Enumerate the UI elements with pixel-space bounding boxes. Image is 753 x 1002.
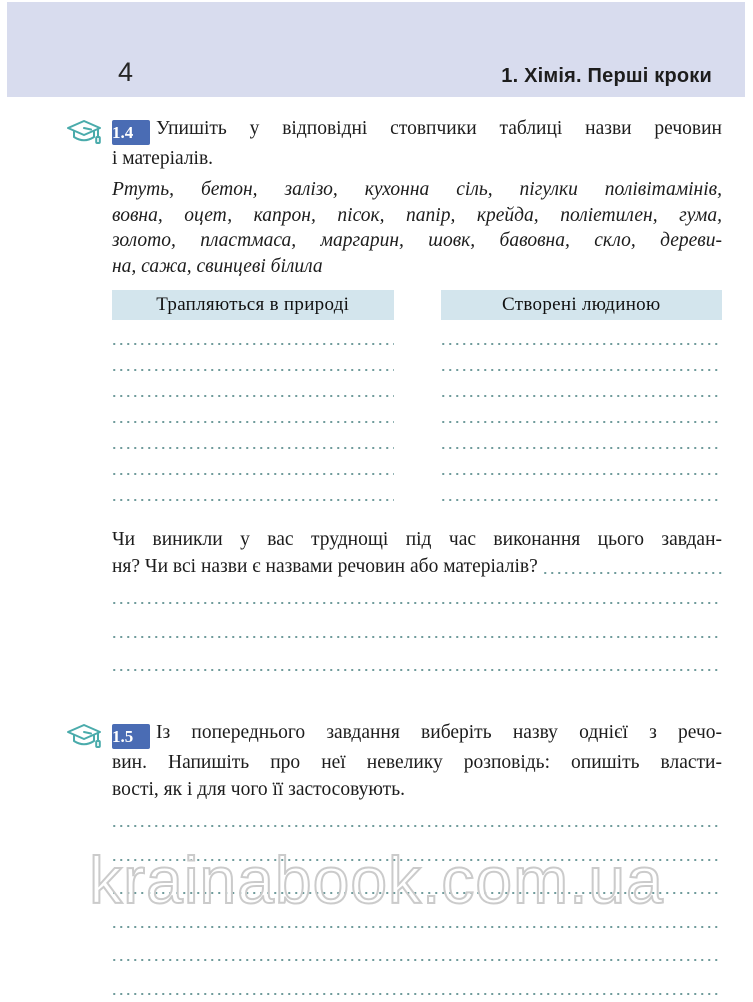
page-header-band <box>7 2 745 97</box>
prompt-text: Із попереднього завдання виберіть назву однієї з речо- <box>156 722 722 743</box>
dotted-answer-line <box>112 472 394 476</box>
dotted-answer-line <box>112 368 394 372</box>
dotted-answer-line <box>441 394 723 398</box>
page-content <box>0 115 753 996</box>
question-text: ня? Чи всі назви є назвами речовин або матеріалів? <box>112 556 538 577</box>
dotted-answer-line <box>112 601 722 605</box>
word-list <box>112 177 722 279</box>
table-blank-lines-manmade <box>441 342 723 502</box>
dotted-answer-line <box>112 342 394 346</box>
dotted-answer-line <box>112 925 722 929</box>
exercise-1-5-prompt-line-2: вин. Напишіть про неї невелику розповідь: опишіть власти- <box>112 752 722 773</box>
dotted-answer-line <box>112 958 722 962</box>
question-line-2 <box>112 553 722 580</box>
table-header-nature: Трапляються в природі <box>112 290 394 320</box>
dotted-answer-line <box>112 891 722 895</box>
watermark-text: krainabook.com.ua <box>89 843 664 917</box>
dotted-answer-line <box>112 992 722 996</box>
exercise-1-5-prompt-line-3: вості, як і для чого її застосовують. <box>112 779 405 800</box>
word-list-line: Ртуть, бетон, залізо, кухонна сіль, пігулки полівітамінів, <box>112 179 722 200</box>
dotted-answer-line <box>112 824 722 828</box>
word-list-line: вовна, оцет, капрон, пісок, папір, крейда, поліетилен, гума, <box>112 204 722 226</box>
graduation-cap-icon <box>64 116 104 154</box>
classification-table <box>112 290 722 502</box>
word-list-line: на, сажа, свинцеві білила <box>112 255 323 277</box>
dotted-answer-line <box>441 368 723 372</box>
table-blank-lines-nature <box>112 342 394 502</box>
table-header-manmade: Створені людиною <box>441 290 723 320</box>
dotted-answer-line <box>441 472 723 476</box>
table-column-manmade <box>441 290 723 502</box>
dotted-answer-line <box>441 342 723 346</box>
dotted-answer-line <box>112 446 394 450</box>
exercise-1-5-number-badge: 1.5 <box>112 724 150 749</box>
answer-lines-1-4 <box>112 601 722 672</box>
page-number: 4 <box>118 57 134 87</box>
dotted-answer-line <box>112 635 722 639</box>
table-column-nature <box>112 290 394 502</box>
dotted-answer-line <box>112 498 394 502</box>
dotted-leader <box>543 571 722 575</box>
dotted-answer-line <box>441 498 723 502</box>
dotted-answer-line <box>441 446 723 450</box>
exercise-1-4-prompt-line-1 <box>112 115 722 145</box>
question-line-1: Чи виникли у вас труднощі під час виконання цього завдан- <box>112 529 722 550</box>
exercise-1-5-prompt-line-1 <box>112 719 722 749</box>
dotted-answer-line <box>112 394 394 398</box>
follow-up-question <box>112 526 722 580</box>
prompt-text: Упишіть у відповідні стовпчики таблиці назви речовин <box>156 118 722 139</box>
graduation-cap-icon <box>64 720 104 758</box>
exercise-1-4-number-badge: 1.4 <box>112 120 150 145</box>
exercise-1-4-prompt-line-2: і матеріалів. <box>112 148 214 169</box>
chapter-title: 1. Хімія. Перші кроки <box>501 65 712 87</box>
exercise-1-5 <box>112 719 722 996</box>
answer-lines-1-5 <box>112 824 722 996</box>
word-list-line: золото, пластмаса, маргарин, шовк, бавовна, скло, дереви- <box>112 230 722 251</box>
exercise-1-4 <box>112 115 722 672</box>
dotted-answer-line <box>112 858 722 862</box>
dotted-answer-line <box>441 420 723 424</box>
dotted-answer-line <box>112 668 722 672</box>
dotted-answer-line <box>112 420 394 424</box>
